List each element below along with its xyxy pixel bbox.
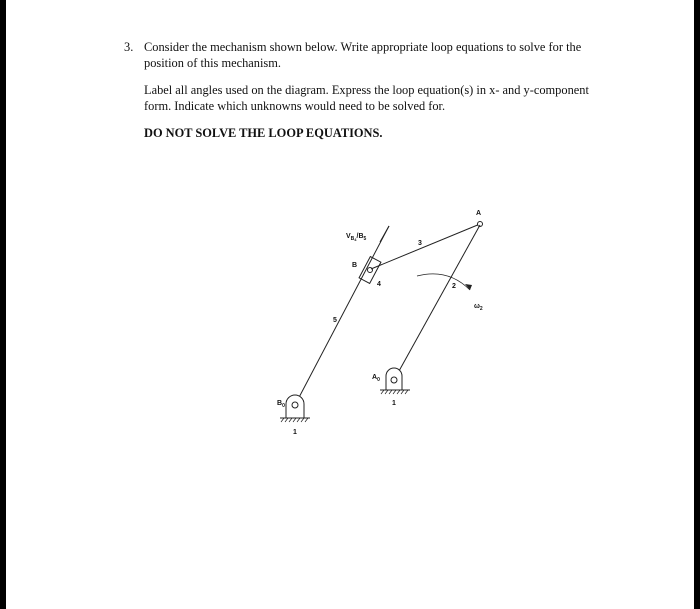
label-link-5: 5 <box>333 317 337 324</box>
label-link-4: 4 <box>377 281 381 288</box>
link-2 <box>394 225 480 380</box>
label-link-2: 2 <box>452 283 456 290</box>
link-5-guide <box>380 226 389 242</box>
label-B: B <box>352 262 358 269</box>
label-ground-B0: 1 <box>293 429 297 436</box>
label-A0: $A_0$ <box>372 374 380 383</box>
problem-requirements: Label all angles used on the diagram. Express the loop equation(s) in x- and y-component form. Indicate which unknowns would need to be solved for. <box>144 83 589 113</box>
label-omega: $\omega_2$ <box>474 303 483 312</box>
label-A: A <box>476 210 482 217</box>
omega-arrowhead <box>465 284 472 290</box>
problem-number: 3. <box>124 40 134 54</box>
ground-pivot-A0 <box>380 368 410 394</box>
link-3 <box>371 224 480 269</box>
problem-instruction: DO NOT SOLVE THE LOOP EQUATIONS. <box>144 126 383 140</box>
label-ground-A0: 1 <box>392 400 396 407</box>
problem-statement: Consider the mechanism shown below. Write appropriate loop equations to solve for the position of this mechanism. <box>144 40 582 70</box>
label-B0: $B_0$ <box>277 400 285 409</box>
label-link-3: 3 <box>418 240 422 247</box>
label-velocity: $V_B4/B_5$ <box>346 233 367 242</box>
omega-arc <box>417 274 470 290</box>
